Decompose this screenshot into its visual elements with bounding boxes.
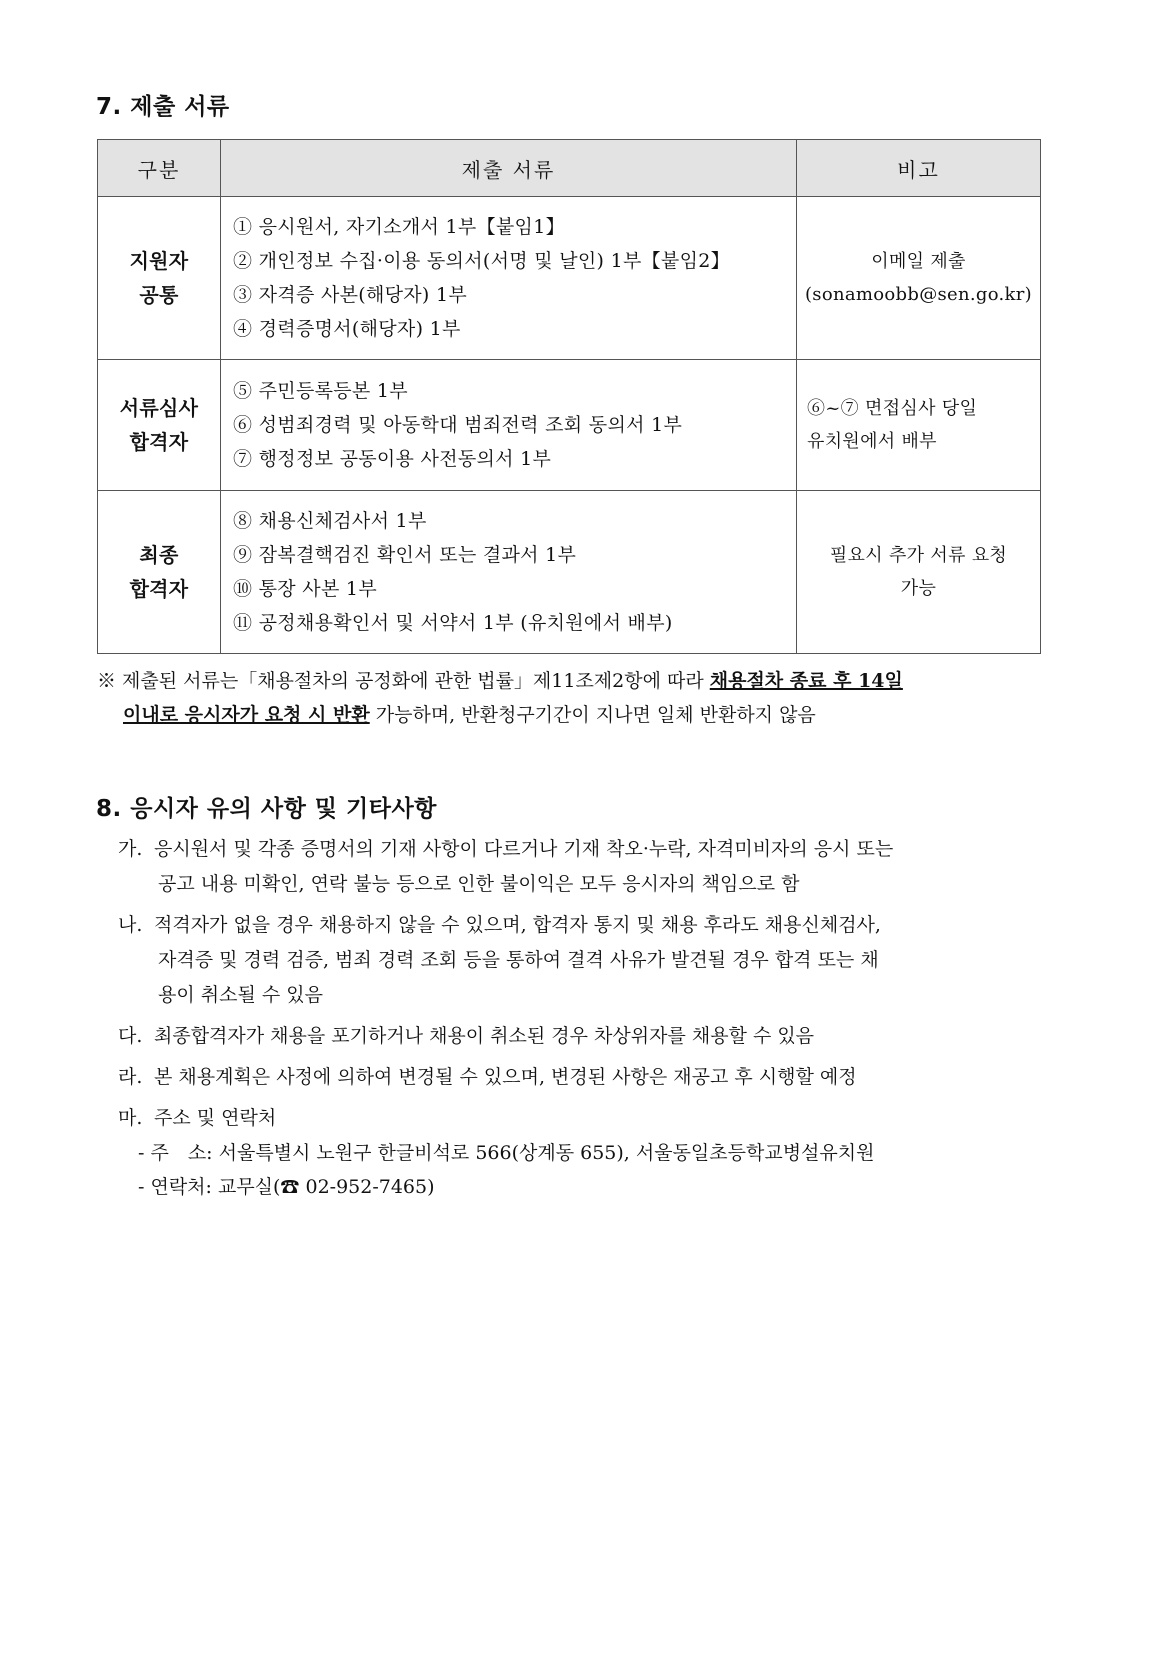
category-cell: 최종 합격자 [98,491,221,654]
list-label: 나. [118,914,143,936]
remarks-cell: 이메일 제출 (sonamoobb@sen.go.kr) [797,197,1041,360]
document-item: ⑧ 채용신체검사서 1부 [233,510,427,532]
emphasis-text: 채용절차 종료 후 14일 [709,670,903,692]
list-label: 가. [118,838,143,860]
document-item: ③ 자격증 사본(해당자) 1부 [233,284,468,306]
document-item: ⑪ 공정채용확인서 및 서약서 1부 (유치원에서 배부) [233,612,673,634]
list-label: 마. [118,1107,143,1129]
document-item: ④ 경력증명서(해당자) 1부 [233,318,461,340]
table-row [98,197,1041,360]
documents-cell [221,360,797,491]
remarks-cell: ⑥~⑦ 면접심사 당일 유치원에서 배부 [797,360,1041,491]
list-item: 다. 최종합격자가 채용을 포기하거나 채용이 취소된 경우 차상위자를 채용할 수 있음 [118,1019,1048,1054]
list-item: 라. 본 채용계획은 사정에 의하여 변경될 수 있으며, 변경된 사항은 재공고 후 시행할 예정 [118,1060,1048,1095]
document-item: ⑩ 통장 사본 1부 [233,578,377,600]
document-item: ① 응시원서, 자기소개서 1부【붙임1】 [233,216,565,238]
table-header-row [98,140,1041,197]
list-label: 라. [118,1066,143,1088]
applicant-notes-list [118,832,1048,1210]
table-row [98,360,1041,491]
email-address: (sonamoobb@sen.go.kr) [804,284,1032,305]
section-7-title: 7. 제출 서류 [96,94,230,120]
document-item: ② 개인정보 수집·이용 동의서(서명 및 날인) 1부【붙임2】 [233,250,730,272]
section-8-title: 8. 응시자 유의 사항 및 기타사항 [96,796,437,822]
list-item: 나. 적격자가 없을 경우 채용하지 않을 수 있으며, 합격자 통지 및 채용 후라도 채용신체검사, 자격증 및 경력 검증, 범죄 경력 조회 등을 통하여 결격 사유가 발견될 경우 합격 또는 채 용이 취소될 수 있음 [118,908,1048,1013]
document-return-footnote: ※ 제출된 서류는「채용절차의 공정화에 관한 법률」제11조제2항에 따라 채용절차 종료 후 14일 이내로 응시자가 요청 시 반환 가능하며, 반환청구기간이 지나면 일체 반환하지 않음 [97,670,903,726]
address-line: - 주 소: 서울특별시 노원구 한글비석로 566(상계동 655), 서울동일초등학교병설유치원 [138,1142,875,1164]
list-item: 마. 주소 및 연락처 - 주 소: 서울특별시 노원구 한글비석로 566(상계동 655), 서울동일초등학교병설유치원 - 연락처: 교무실(☎ 02-952-7465) [118,1101,1048,1204]
document-item: ⑤ 주민등록등본 1부 [233,380,408,402]
category-cell: 서류심사 합격자 [98,360,221,491]
documents-cell [221,491,797,654]
list-label: 다. [118,1025,143,1047]
table-row [98,491,1041,654]
list-item: 가. 응시원서 및 각종 증명서의 기재 사항이 다르거나 기재 착오·누락, 자격미비자의 응시 또는 공고 내용 미확인, 연락 불능 등으로 인한 불이익은 모두 응시자의 책임으로 함 [118,832,1048,902]
submission-documents-table [97,139,1041,654]
header-documents: 제출 서류 [221,140,797,197]
category-cell: 지원자 공통 [98,197,221,360]
document-item: ⑥ 성범죄경력 및 아동학대 범죄전력 조회 동의서 1부 [233,414,683,436]
documents-cell [221,197,797,360]
document-item: ⑨ 잠복결핵검진 확인서 또는 결과서 1부 [233,544,577,566]
document-item: ⑦ 행정정보 공동이용 사전동의서 1부 [233,448,552,470]
header-remarks: 비고 [797,140,1041,197]
header-category: 구분 [98,140,221,197]
remarks-cell: 필요시 추가 서류 요청 가능 [797,491,1041,654]
emphasis-text: 이내로 응시자가 요청 시 반환 [123,704,370,726]
contact-line: - 연락처: 교무실(☎ 02-952-7465) [138,1176,435,1198]
